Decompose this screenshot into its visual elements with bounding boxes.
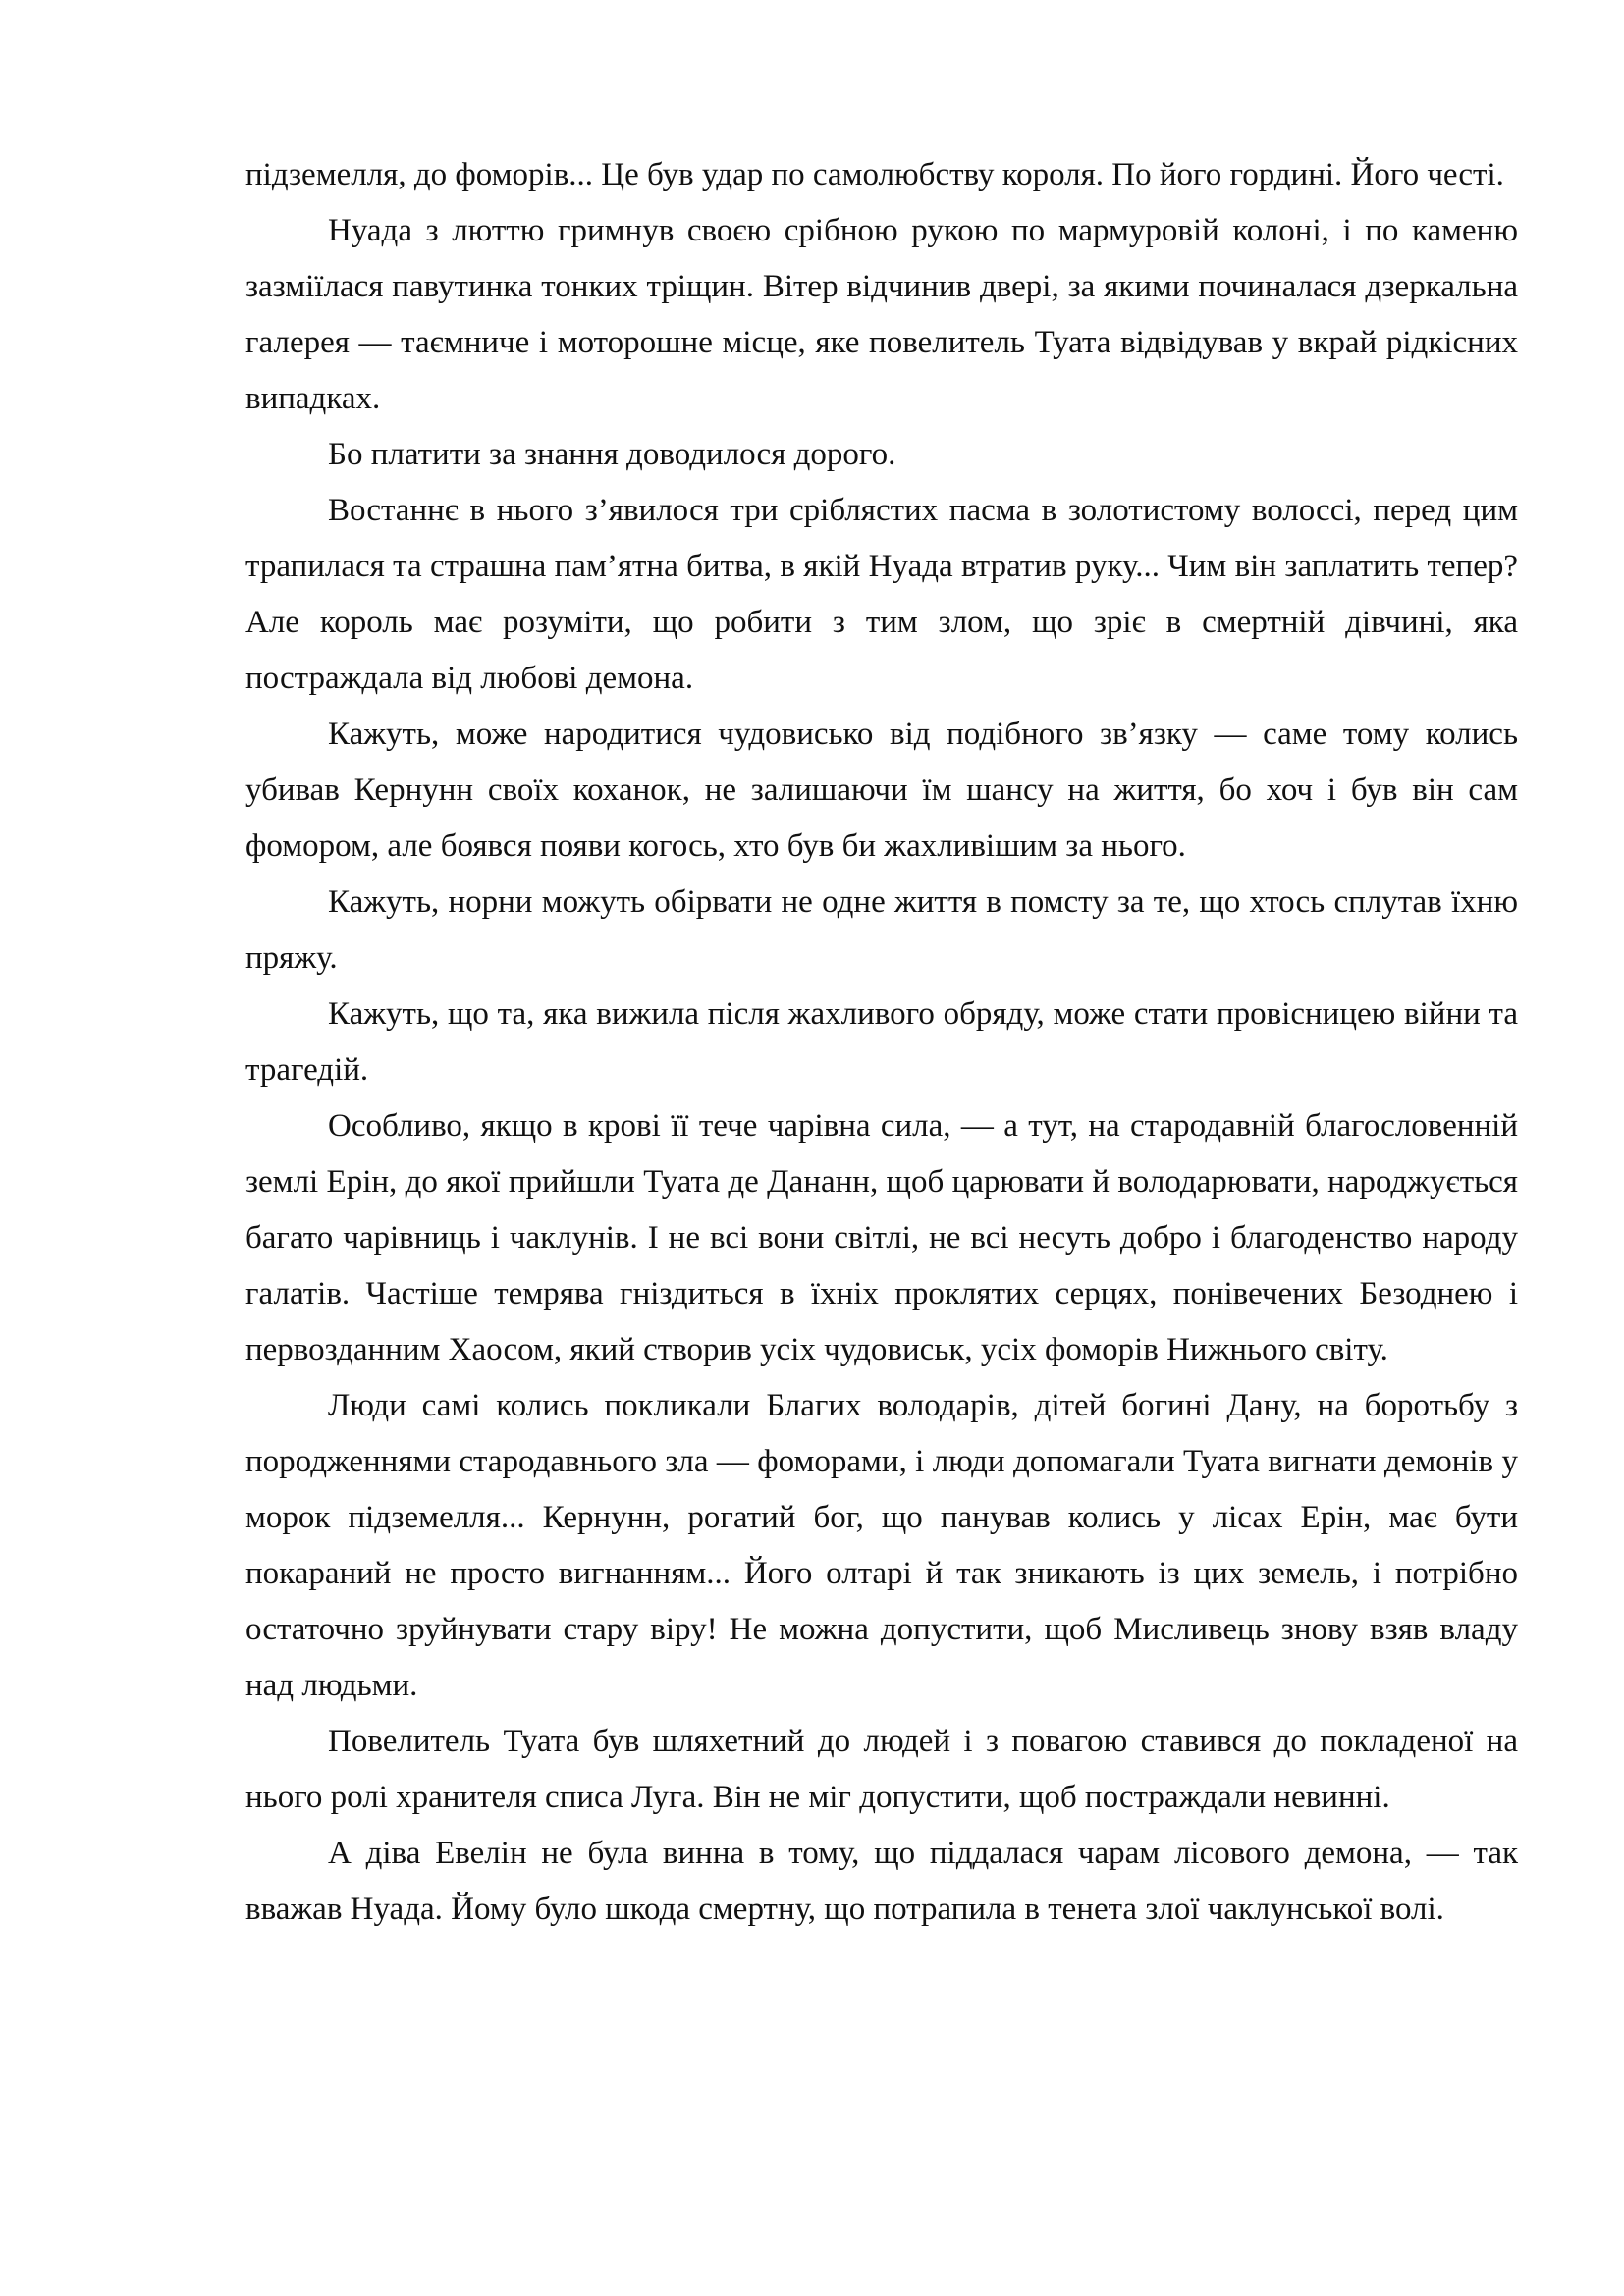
paragraph-5: Кажуть, може народитися чудовисько від подібного зв’язку — саме тому колись убивав Кернунн своїх коханок, не залишаючи їм шансу на життя, бо хоч і був він сам фомором, але боявся появи когось, хто був би жахливішим за нього.: [245, 717, 1518, 864]
paragraph-6: Кажуть, норни можуть обірвати не одне життя в помсту за те, що хтось сплутав їхню пряжу.: [245, 884, 1518, 976]
paragraph-10: Повелитель Туата був шляхетний до людей і з повагою ставився до покладеної на нього ролі хранителя списа Луга. Він не міг допустити, щоб постраждали невинні.: [245, 1724, 1518, 1815]
paragraph-7: Кажуть, що та, яка вижила після жахливого обряду, може стати провісницею війни та трагедій.: [245, 996, 1518, 1088]
paragraph-1: підземелля, до фоморів... Це був удар по самолюбству короля. По його гордині. Його честі.: [245, 157, 1504, 192]
paragraph-4: Востаннє в нього з’явилося три сріблястих пасма в золотистому волоссі, перед цим трапилася та страшна пам’ятна битва, в якій Нуада втратив руку... Чим він заплатить тепер? Але король має розуміти, що робити з тим злом, що зріє в смертній дівчині, яка постраждала від любові демона.: [245, 493, 1518, 696]
document-page: [245, 147, 1518, 1938]
paragraph-2: Нуада з люттю гримнув своєю срібною рукою по мармуровій колоні, і по каменю зазміїлася павутинка тонких тріщин. Вітер відчинив двері, за якими починалася дзеркальна галерея — таємниче і моторошне місце, яке повелитель Туата відвідував у вкрай рідкісних випадках.: [245, 213, 1518, 416]
paragraph-9: Люди самі колись покликали Благих володарів, дітей богині Дану, на боротьбу з породженнями стародавнього зла — фоморами, і люди допомагали Туата вигнати демонів у морок підземелля... Кернунн, рогатий бог, що панував колись у лісах Ерін, має бути покараний не просто вигнанням... Його олтарі й так зникають із цих земель, і потрібно остаточно зруйнувати стару віру! Не можна допустити, щоб Мисливець знову взяв владу над людьми.: [245, 1388, 1518, 1703]
paragraph-11: А діва Евелін не була винна в тому, що піддалася чарам лісового демона, — так вважав Нуада. Йому було шкода смертну, що потрапила в тенета злої чаклунської волі.: [245, 1836, 1518, 1927]
paragraph-8: Особливо, якщо в крові її тече чарівна сила, — а тут, на стародавній благословенній землі Ерін, до якої прийшли Туата де Дананн, щоб царювати й володарювати, народжується багато чарівниць і чаклунів. І не всі вони світлі, не всі несуть добро і благоденство народу галатів. Частіше темрява гніздиться в їхніх проклятих серцях, понівечених Безоднею і первозданним Хаосом, який створив усіх чудовиськ, усіх фоморів Нижнього світу.: [245, 1108, 1518, 1367]
paragraph-3: Бо платити за знання доводилося дорого.: [328, 437, 896, 472]
